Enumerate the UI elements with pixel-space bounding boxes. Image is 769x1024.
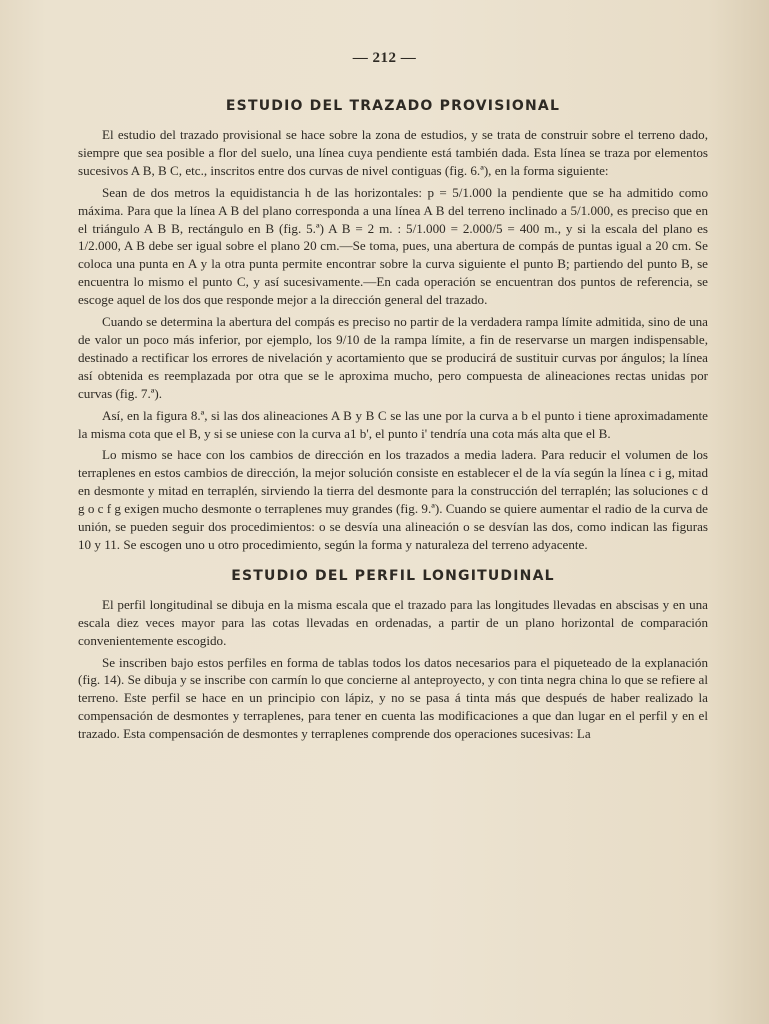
- section-title-perfil-longitudinal: ESTUDIO DEL PERFIL LONGITUDINAL: [231, 567, 555, 584]
- paragraph: Se inscriben bajo estos perfiles en forma de tablas todos los datos necesarios para el piqueteado de la explanación (fig. 14). Se dibuja y se inscribe con carmín lo que concierne al anteproyecto, y con tinta negra china lo que se refiere al terreno. Este perfil se hace en un principio con lápiz, y no se pasa á tinta más que después de haber realizado la compensación de desmontes y terraplenes, para tener en cuenta las modificaciones a que dan lugar en el perfil y en el trazado. Esta compensación de desmontes y terraplenes comprende dos operaciones sucesivas: La: [78, 654, 708, 742]
- paragraph: El perfil longitudinal se dibuja en la misma escala que el trazado para las longitudes llevadas en abscisas y en una escala diez veces mayor para las cotas llevadas en ordenadas, a partir de un plano horizontal de comparación convenientemente escogido.: [78, 596, 708, 648]
- paragraph: Así, en la figura 8.ª, si las dos alineaciones A B y B C se las une por la curva a b el punto i tiene aproximadamente la misma cota que el B, y si se uniese con la curva a1 b', el punto i' tendría una cota más alta que el B.: [78, 407, 708, 441]
- section-title-trazado-provisional: ESTUDIO DEL TRAZADO PROVISIONAL: [225, 98, 561, 114]
- paragraph: El estudio del trazado provisional se hace sobre la zona de estudios, y se trata de construir sobre el terreno dado, siempre que sea posible a flor del suelo, una línea cuya pendiente está también dada. Esta línea se traza por elementos sucesivos A B, B C, etc., inscritos entre dos curvas de nivel contiguas (fig. 6.ª), en la forma siguiente:: [78, 127, 708, 178]
- page-content: [78, 98, 708, 747]
- paragraph: Sean de dos metros la equidistancia h de las horizontales: p = 5/1.000 la pendiente que se ha admitido como máxima. Para que la línea A B del plano corresponda a una línea A B del terreno inclinado a 5/1.000, es preciso que en el triángulo A B B, rectángulo en B (fig. 5.ª) A B = 2 m. : 5/1.000 = 2.000/5 = 400 m., y si la escala del plano es 1/2.000, A B debe ser igual sobre el plano 20 cm.—Se toma, pues, una abertura de compás de puntas igual a 20 cm. Se coloca una punta en A y la otra punta permite encontrar sobre la curva siguiente el punto B; partiendo del punto B, se encuentra lo mismo el punto C, y así sucesivamente.—En cada operación se encuentran dos puntos de referencia, se escoge aquel de los dos que responde mejor a la dirección general del trazado.: [78, 184, 708, 308]
- page-number: — 212 —: [352, 50, 417, 66]
- paragraph: Cuando se determina la abertura del compás es preciso no partir de la verdadera rampa límite admitida, sino de una de valor un poco más inferior, por ejemplo, los 9/10 de la rampa límite, a fin de reservarse un margen indispensable, destinado a rectificar los errores de nivelación y acortamiento que se producirá de sustituir curvas por ángulos; la línea así obtenida es reemplazada por otra que se le aproxima mucho, pero compuesta de alineaciones rectas unidas por curvas (fig. 7.ª).: [78, 314, 708, 401]
- paragraph: Lo mismo se hace con los cambios de dirección en los trazados a media ladera. Para reducir el volumen de los terraplenes en estos cambios de dirección, la mejor solución consiste en establecer el de la vía según la línea c i g, mitad en desmonte y mitad en terraplén, sirviendo la tierra del desmonte para la construcción del terraplén; las soluciones c d g o c f g exigen mucho desmonte o terraplenes muy grandes (fig. 9.ª). Cuando se quiere aumentar el radio de la curva de unión, se pueden seguir dos procedimientos: o se desvía una alineación o se desvían las dos, como indican las figuras 10 y 11. Se escogen uno u otro procedimiento, según la forma y naturaleza del terreno adyacente.: [78, 447, 708, 552]
